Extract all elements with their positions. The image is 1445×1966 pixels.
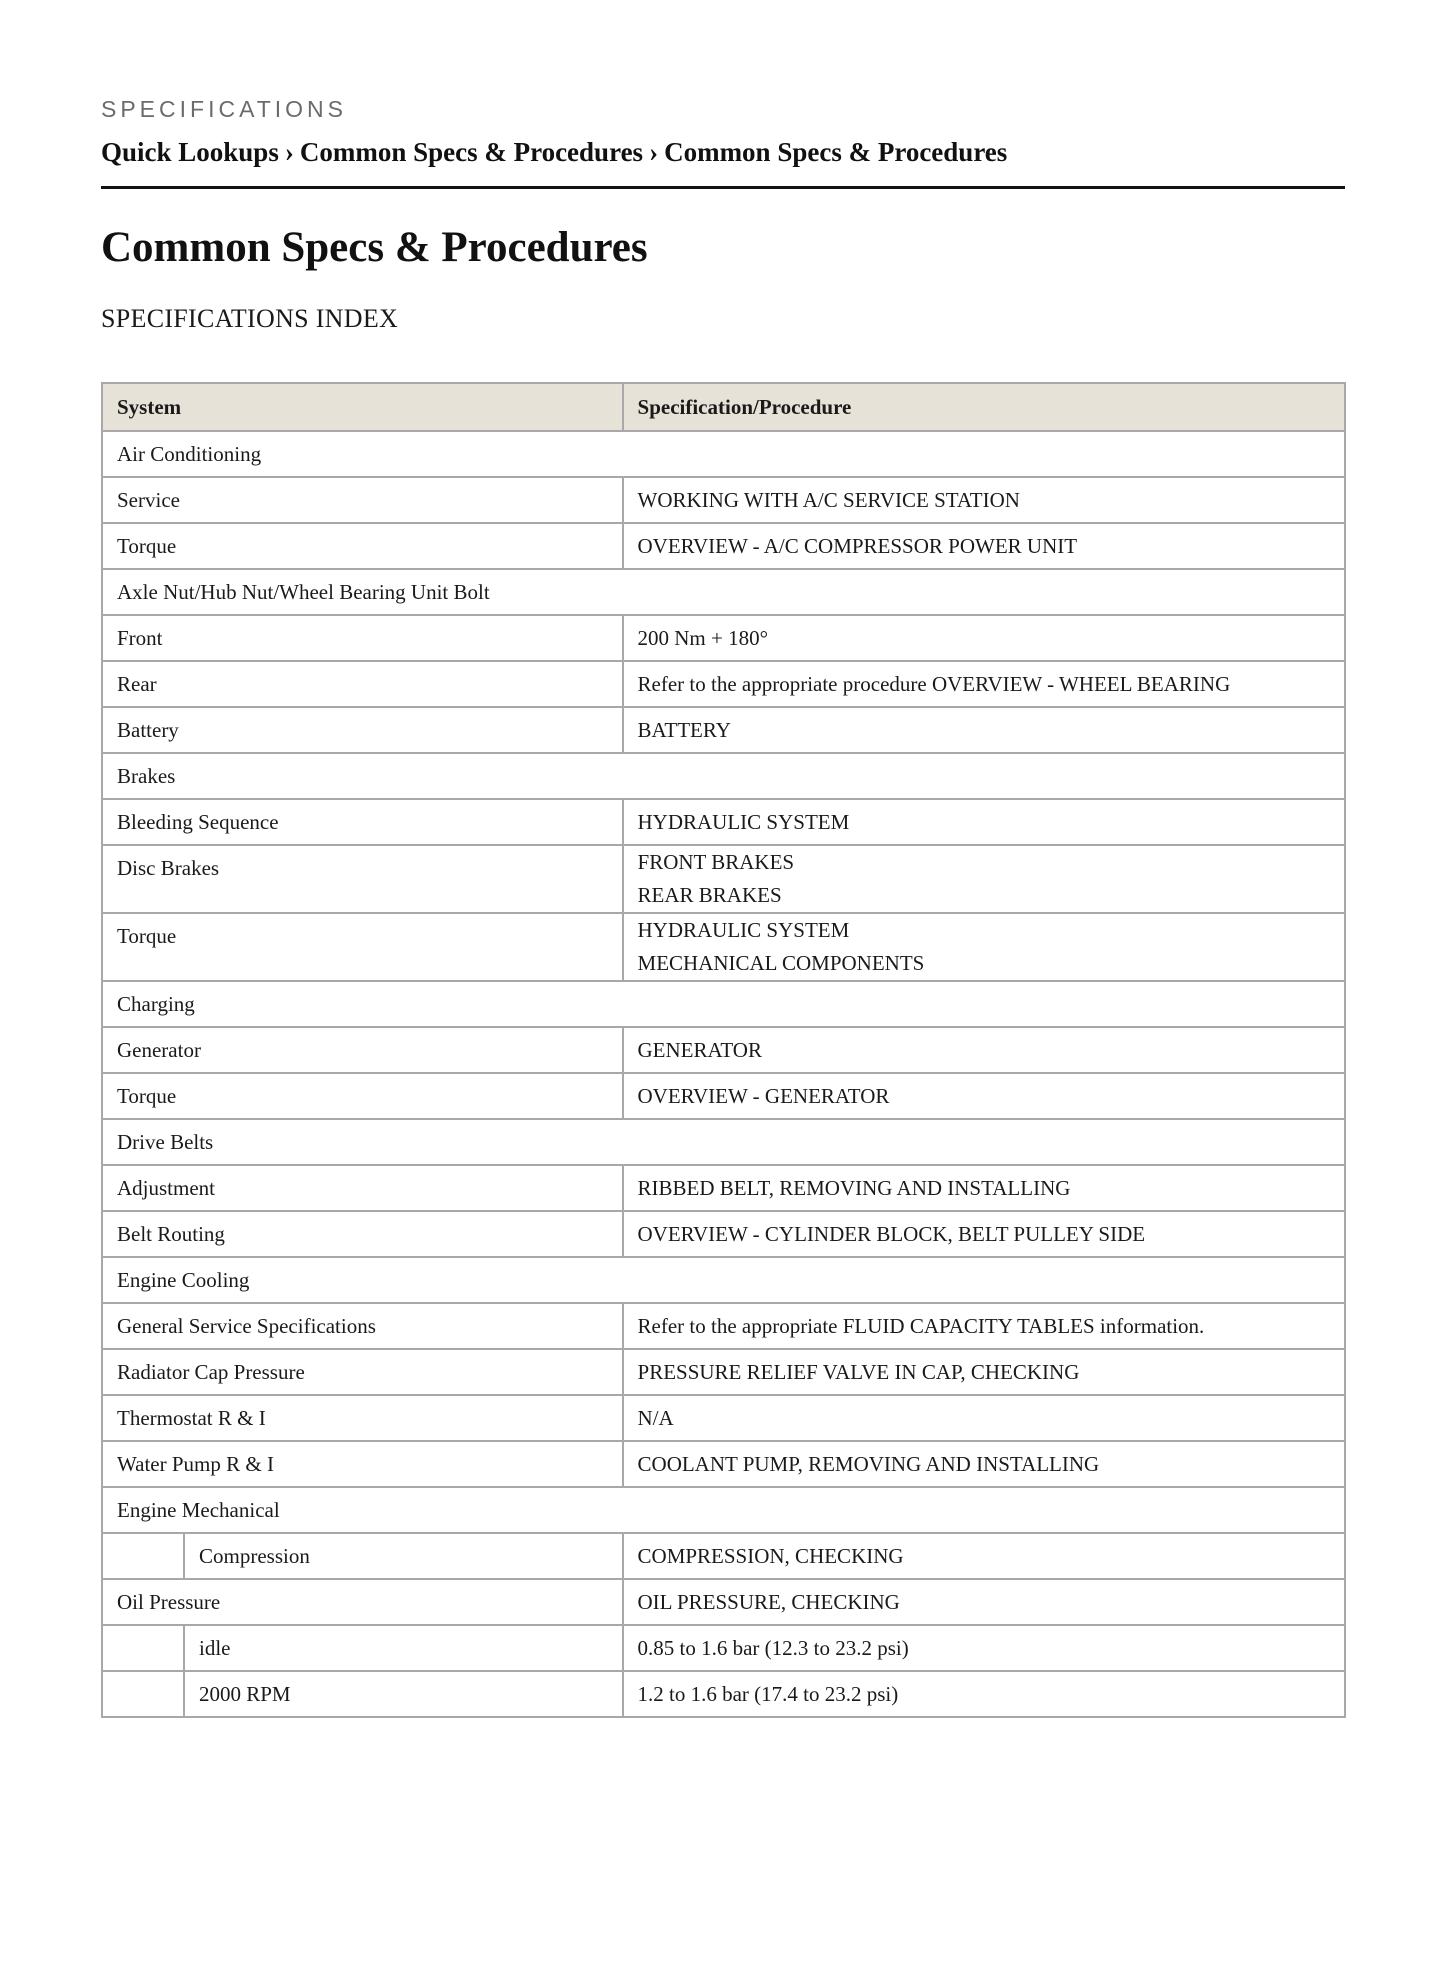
indent-spacer-cell <box>102 1671 184 1717</box>
table-row <box>102 1303 1345 1349</box>
system-cell: Generator <box>102 1027 623 1073</box>
section-subtitle: SPECIFICATIONS INDEX <box>101 304 399 333</box>
table-row <box>102 707 1345 753</box>
spec-link[interactable]: OVERVIEW - A/C COMPRESSOR POWER UNIT <box>623 523 1345 569</box>
column-header-system: System <box>102 383 623 431</box>
system-cell: Belt Routing <box>102 1211 623 1257</box>
spec-link[interactable]: REAR BRAKES <box>637 883 782 907</box>
spec-link[interactable]: MECHANICAL COMPONENTS <box>637 951 925 975</box>
spec-link[interactable]: FRONT BRAKES <box>637 850 795 874</box>
column-header-spec: Specification/Procedure <box>623 383 1345 431</box>
table-row <box>102 1625 1345 1671</box>
system-cell: Battery <box>102 707 623 753</box>
spec-link[interactable]: COMPRESSION, CHECKING <box>623 1533 1345 1579</box>
table-row-group <box>102 431 1345 477</box>
spec-cell-multi <box>623 913 1345 981</box>
table-row <box>102 1441 1345 1487</box>
system-cell: 2000 RPM <box>184 1671 623 1717</box>
table-row-group <box>102 1487 1345 1533</box>
spec-link[interactable]: OVERVIEW - CYLINDER BLOCK, BELT PULLEY SIDE <box>623 1211 1345 1257</box>
table-row-group <box>102 1119 1345 1165</box>
breadcrumb-item-current: Common Specs & Procedures <box>664 137 1008 167</box>
spec-value: 0.85 to 1.6 bar (12.3 to 23.2 psi) <box>623 1625 1345 1671</box>
group-label: Charging <box>102 981 1345 1027</box>
system-cell: Oil Pressure <box>102 1579 623 1625</box>
spec-link[interactable]: OVERVIEW - GENERATOR <box>623 1073 1345 1119</box>
system-cell: General Service Specifications <box>102 1303 623 1349</box>
spec-value: 1.2 to 1.6 bar (17.4 to 23.2 psi) <box>623 1671 1345 1717</box>
table-row <box>102 1533 1345 1579</box>
spec-value: N/A <box>623 1395 1345 1441</box>
section-eyebrow: SPECIFICATIONS <box>101 96 347 122</box>
table-row <box>102 1395 1345 1441</box>
spec-cell-multi <box>623 845 1345 913</box>
breadcrumb-item-quick-lookups[interactable]: Quick Lookups <box>101 137 279 167</box>
spec-link[interactable]: HYDRAULIC SYSTEM <box>637 918 850 942</box>
system-cell: Compression <box>184 1533 623 1579</box>
group-label: Engine Mechanical <box>102 1487 1345 1533</box>
indent-spacer-cell <box>102 1625 184 1671</box>
system-cell: Front <box>102 615 623 661</box>
system-cell: Disc Brakes <box>102 845 623 913</box>
table-row <box>102 1579 1345 1625</box>
system-cell: Thermostat R & I <box>102 1395 623 1441</box>
table-header-row <box>102 383 1345 431</box>
system-cell: Radiator Cap Pressure <box>102 1349 623 1395</box>
page-title: Common Specs & Procedures <box>101 224 648 271</box>
group-label: Drive Belts <box>102 1119 1345 1165</box>
system-cell: Service <box>102 477 623 523</box>
system-cell: Water Pump R & I <box>102 1441 623 1487</box>
group-label: Air Conditioning <box>102 431 1345 477</box>
spec-link[interactable]: Refer to the appropriate FLUID CAPACITY TABLES information. <box>623 1303 1345 1349</box>
table-row <box>102 799 1345 845</box>
spec-link[interactable]: Refer to the appropriate procedure OVERVIEW - WHEEL BEARING <box>623 661 1345 707</box>
table-row <box>102 661 1345 707</box>
table-row <box>102 1349 1345 1395</box>
breadcrumb-item-common-specs[interactable]: Common Specs & Procedures <box>299 137 644 167</box>
group-label: Axle Nut/Hub Nut/Wheel Bearing Unit Bolt <box>102 569 1345 615</box>
table-row <box>102 845 1345 913</box>
breadcrumb-separator: › <box>649 137 659 167</box>
table-row <box>102 1027 1345 1073</box>
table-row <box>102 477 1345 523</box>
group-label: Engine Cooling <box>102 1257 1345 1303</box>
group-label: Brakes <box>102 753 1345 799</box>
system-cell: Rear <box>102 661 623 707</box>
spec-link[interactable]: BATTERY <box>623 707 1345 753</box>
table-row <box>102 1165 1345 1211</box>
system-cell: Torque <box>102 1073 623 1119</box>
table-row <box>102 1211 1345 1257</box>
breadcrumb <box>101 137 1345 189</box>
spec-link[interactable]: COOLANT PUMP, REMOVING AND INSTALLING <box>623 1441 1345 1487</box>
table-row <box>102 913 1345 981</box>
breadcrumb-separator: › <box>284 137 294 167</box>
spec-link[interactable]: RIBBED BELT, REMOVING AND INSTALLING <box>623 1165 1345 1211</box>
spec-value: 200 Nm + 180° <box>623 615 1345 661</box>
spec-link[interactable]: PRESSURE RELIEF VALVE IN CAP, CHECKING <box>623 1349 1345 1395</box>
system-cell: Torque <box>102 523 623 569</box>
specifications-table <box>101 382 1346 1718</box>
table-row <box>102 523 1345 569</box>
table-row-group <box>102 981 1345 1027</box>
spec-link[interactable]: OIL PRESSURE, CHECKING <box>623 1579 1345 1625</box>
system-cell: Adjustment <box>102 1165 623 1211</box>
table-row-group <box>102 569 1345 615</box>
system-cell: Torque <box>102 913 623 981</box>
indent-spacer-cell <box>102 1533 184 1579</box>
spec-link[interactable]: HYDRAULIC SYSTEM <box>623 799 1345 845</box>
spec-link[interactable]: WORKING WITH A/C SERVICE STATION <box>623 477 1345 523</box>
document-page <box>0 96 1445 1718</box>
system-cell: idle <box>184 1625 623 1671</box>
table-row-group <box>102 753 1345 799</box>
table-row <box>102 615 1345 661</box>
table-row-group <box>102 1257 1345 1303</box>
table-row <box>102 1671 1345 1717</box>
spec-link[interactable]: GENERATOR <box>623 1027 1345 1073</box>
table-row <box>102 1073 1345 1119</box>
system-cell: Bleeding Sequence <box>102 799 623 845</box>
